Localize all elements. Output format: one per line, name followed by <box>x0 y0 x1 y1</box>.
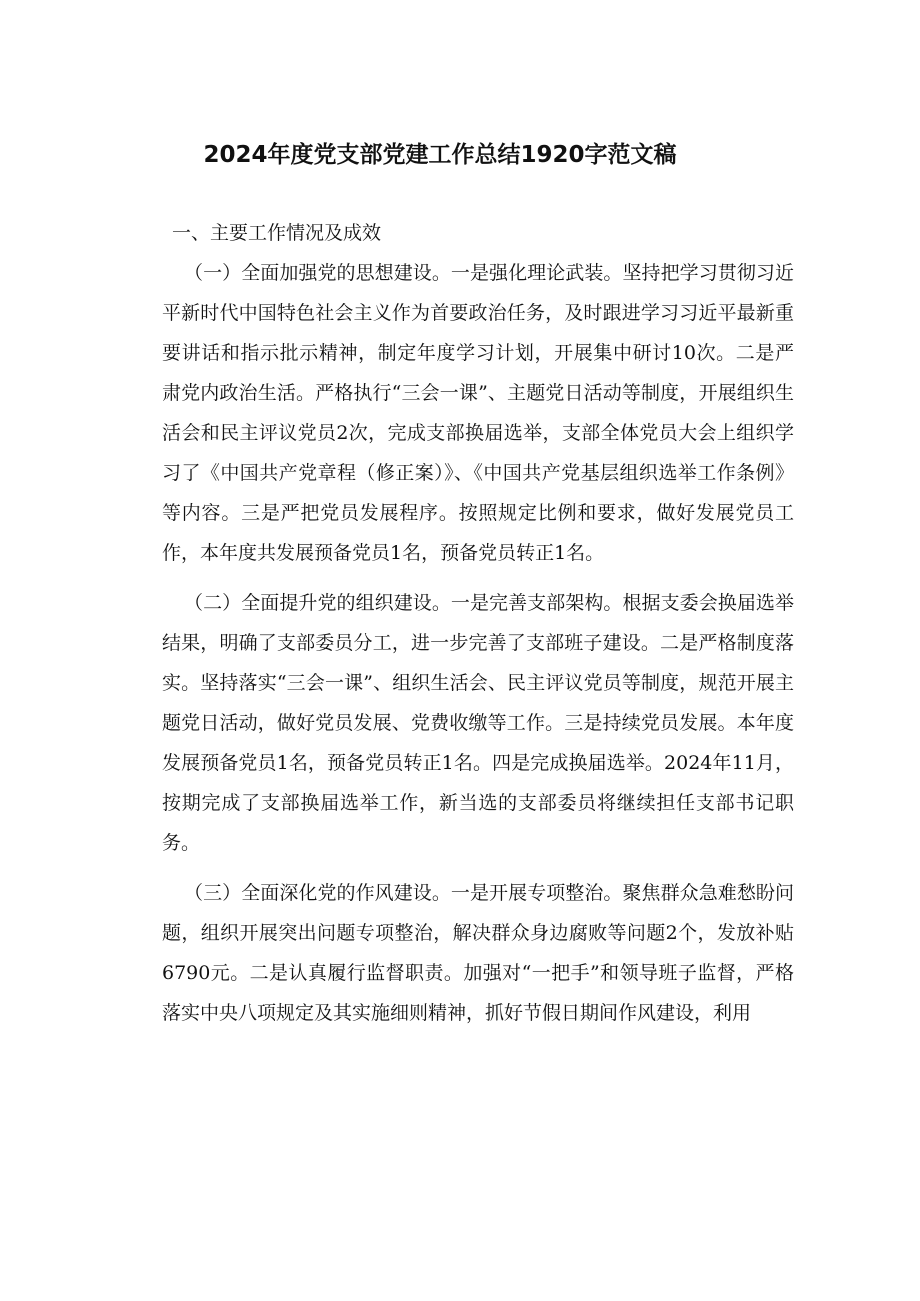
paragraph-work-style-building: （三）全面深化党的作风建设。一是开展专项整治。聚焦群众急难愁盼问题，组织开展突出问题专项整治，解决群众身边腐败等问题2个，发放补贴6790元。二是认真履行监督职责。加强对“一把手”和领导班子监督，严格落实中央八项规定及其实施细则精神，抓好节假日期间作风建设，利用 <box>162 882 794 1024</box>
paragraph-ideological-building: （一）全面加强党的思想建设。一是强化理论武装。坚持把学习贯彻习近平新时代中国特色社会主义作为首要政治任务，及时跟进学习习近平最新重要讲话和指示批示精神，制定年度学习计划，开展集中研讨10次。二是严肃党内政治生活。严格执行“三会一课”、主题党日活动等制度，开展组织生活会和民主评议党员2次，完成支部换届选举，支部全体党员大会上组织学习了《中国共产党章程（修正案）》、《中国共产党基层组织选举工作条例》等内容。三是严把党员发展程序。按照规定比例和要求，做好发展党员工作，本年度共发展预备党员1名，预备党员转正1名。 <box>162 262 794 564</box>
document-title: 2024年度党支部党建工作总结1920字范文稿 <box>203 142 677 169</box>
paragraph-organizational-building: （二）全面提升党的组织建设。一是完善支部架构。根据支委会换届选举结果，明确了支部委员分工，进一步完善了支部班子建设。二是严格制度落实。坚持落实“三会一课”、组织生活会、民主评议党员等制度，规范开展主题党日活动，做好党员发展、党费收缴等工作。三是持续党员发展。本年度发展预备党员1名，预备党员转正1名。四是完成换届选举。2024年11月，按期完成了支部换届选举工作，新当选的支部委员将继续担任支部书记职务。 <box>162 592 794 854</box>
document-body <box>162 213 794 1043</box>
section-heading: 一、主要工作情况及成效 <box>172 222 382 244</box>
